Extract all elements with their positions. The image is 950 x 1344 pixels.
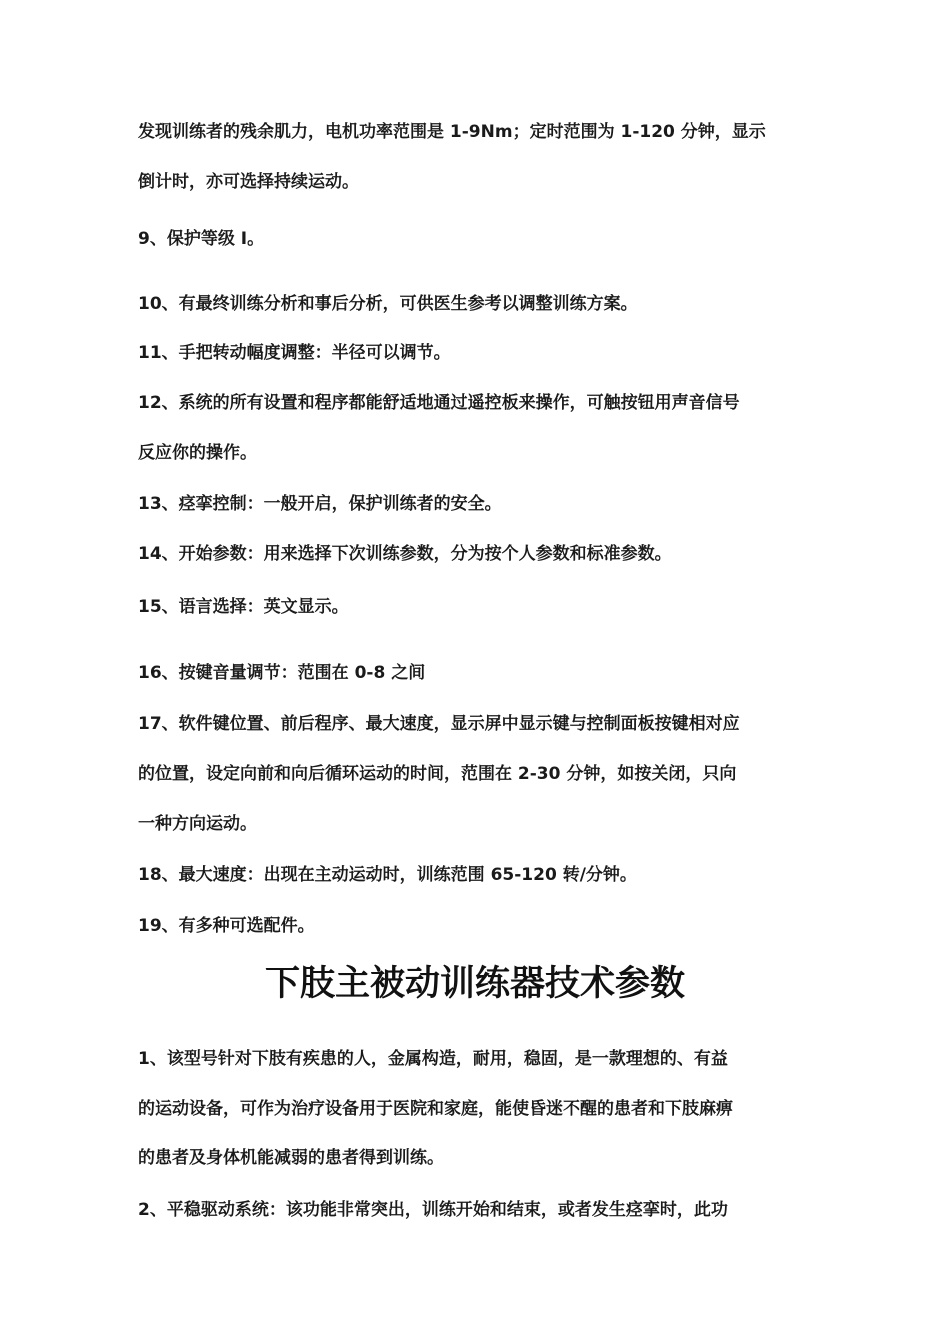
text-line: 14、开始参数：用来选择下次训练参数，分为按个人参数和标准参数。 bbox=[138, 544, 672, 564]
text-line: 16、按键音量调节：范围在 0-8 之间 bbox=[138, 663, 426, 683]
text-line: 10、有最终训练分析和事后分析，可供医生参考以调整训练方案。 bbox=[138, 294, 638, 314]
text-line: 17、软件键位置、前后程序、最大速度，显示屏中显示键与控制面板按键相对应 bbox=[138, 714, 740, 734]
text-line: 18、最大速度：出现在主动运动时，训练范围 65-120 转/分钟。 bbox=[138, 865, 637, 885]
text-line: 1、该型号针对下肢有疾患的人，金属构造，耐用，稳固，是一款理想的、有益 bbox=[138, 1049, 728, 1069]
text-line: 一种方向运动。 bbox=[138, 814, 257, 834]
text-line: 2、平稳驱动系统：该功能非常突出，训练开始和结束，或者发生痉挛时，此功 bbox=[138, 1200, 728, 1220]
text-line: 11、手把转动幅度调整：半径可以调节。 bbox=[138, 343, 451, 363]
text-line: 的位置，设定向前和向后循环运动的时间，范围在 2-30 分钟，如按关闭，只向 bbox=[138, 764, 737, 784]
text-line: 15、语言选择：英文显示。 bbox=[138, 597, 349, 617]
text-line: 19、有多种可选配件。 bbox=[138, 916, 315, 936]
text-line: 9、保护等级 I。 bbox=[138, 229, 265, 249]
text-line: 12、系统的所有设置和程序都能舒适地通过遥控板来操作，可触按钮用声音信号 bbox=[138, 393, 740, 413]
text-line: 发现训练者的残余肌力，电机功率范围是 1-9Nm；定时范围为 1-120 分钟，显示 bbox=[138, 122, 766, 142]
text-line: 倒计时，亦可选择持续运动。 bbox=[138, 172, 359, 192]
text-line: 的运动设备，可作为治疗设备用于医院和家庭，能使昏迷不醒的患者和下肢麻痹 bbox=[138, 1099, 733, 1119]
text-line: 反应你的操作。 bbox=[138, 443, 257, 463]
section-heading: 下肢主被动训练器技术参数 bbox=[264, 964, 685, 1004]
text-line: 的患者及身体机能减弱的患者得到训练。 bbox=[138, 1148, 444, 1168]
text-line: 13、痉挛控制：一般开启，保护训练者的安全。 bbox=[138, 494, 502, 514]
